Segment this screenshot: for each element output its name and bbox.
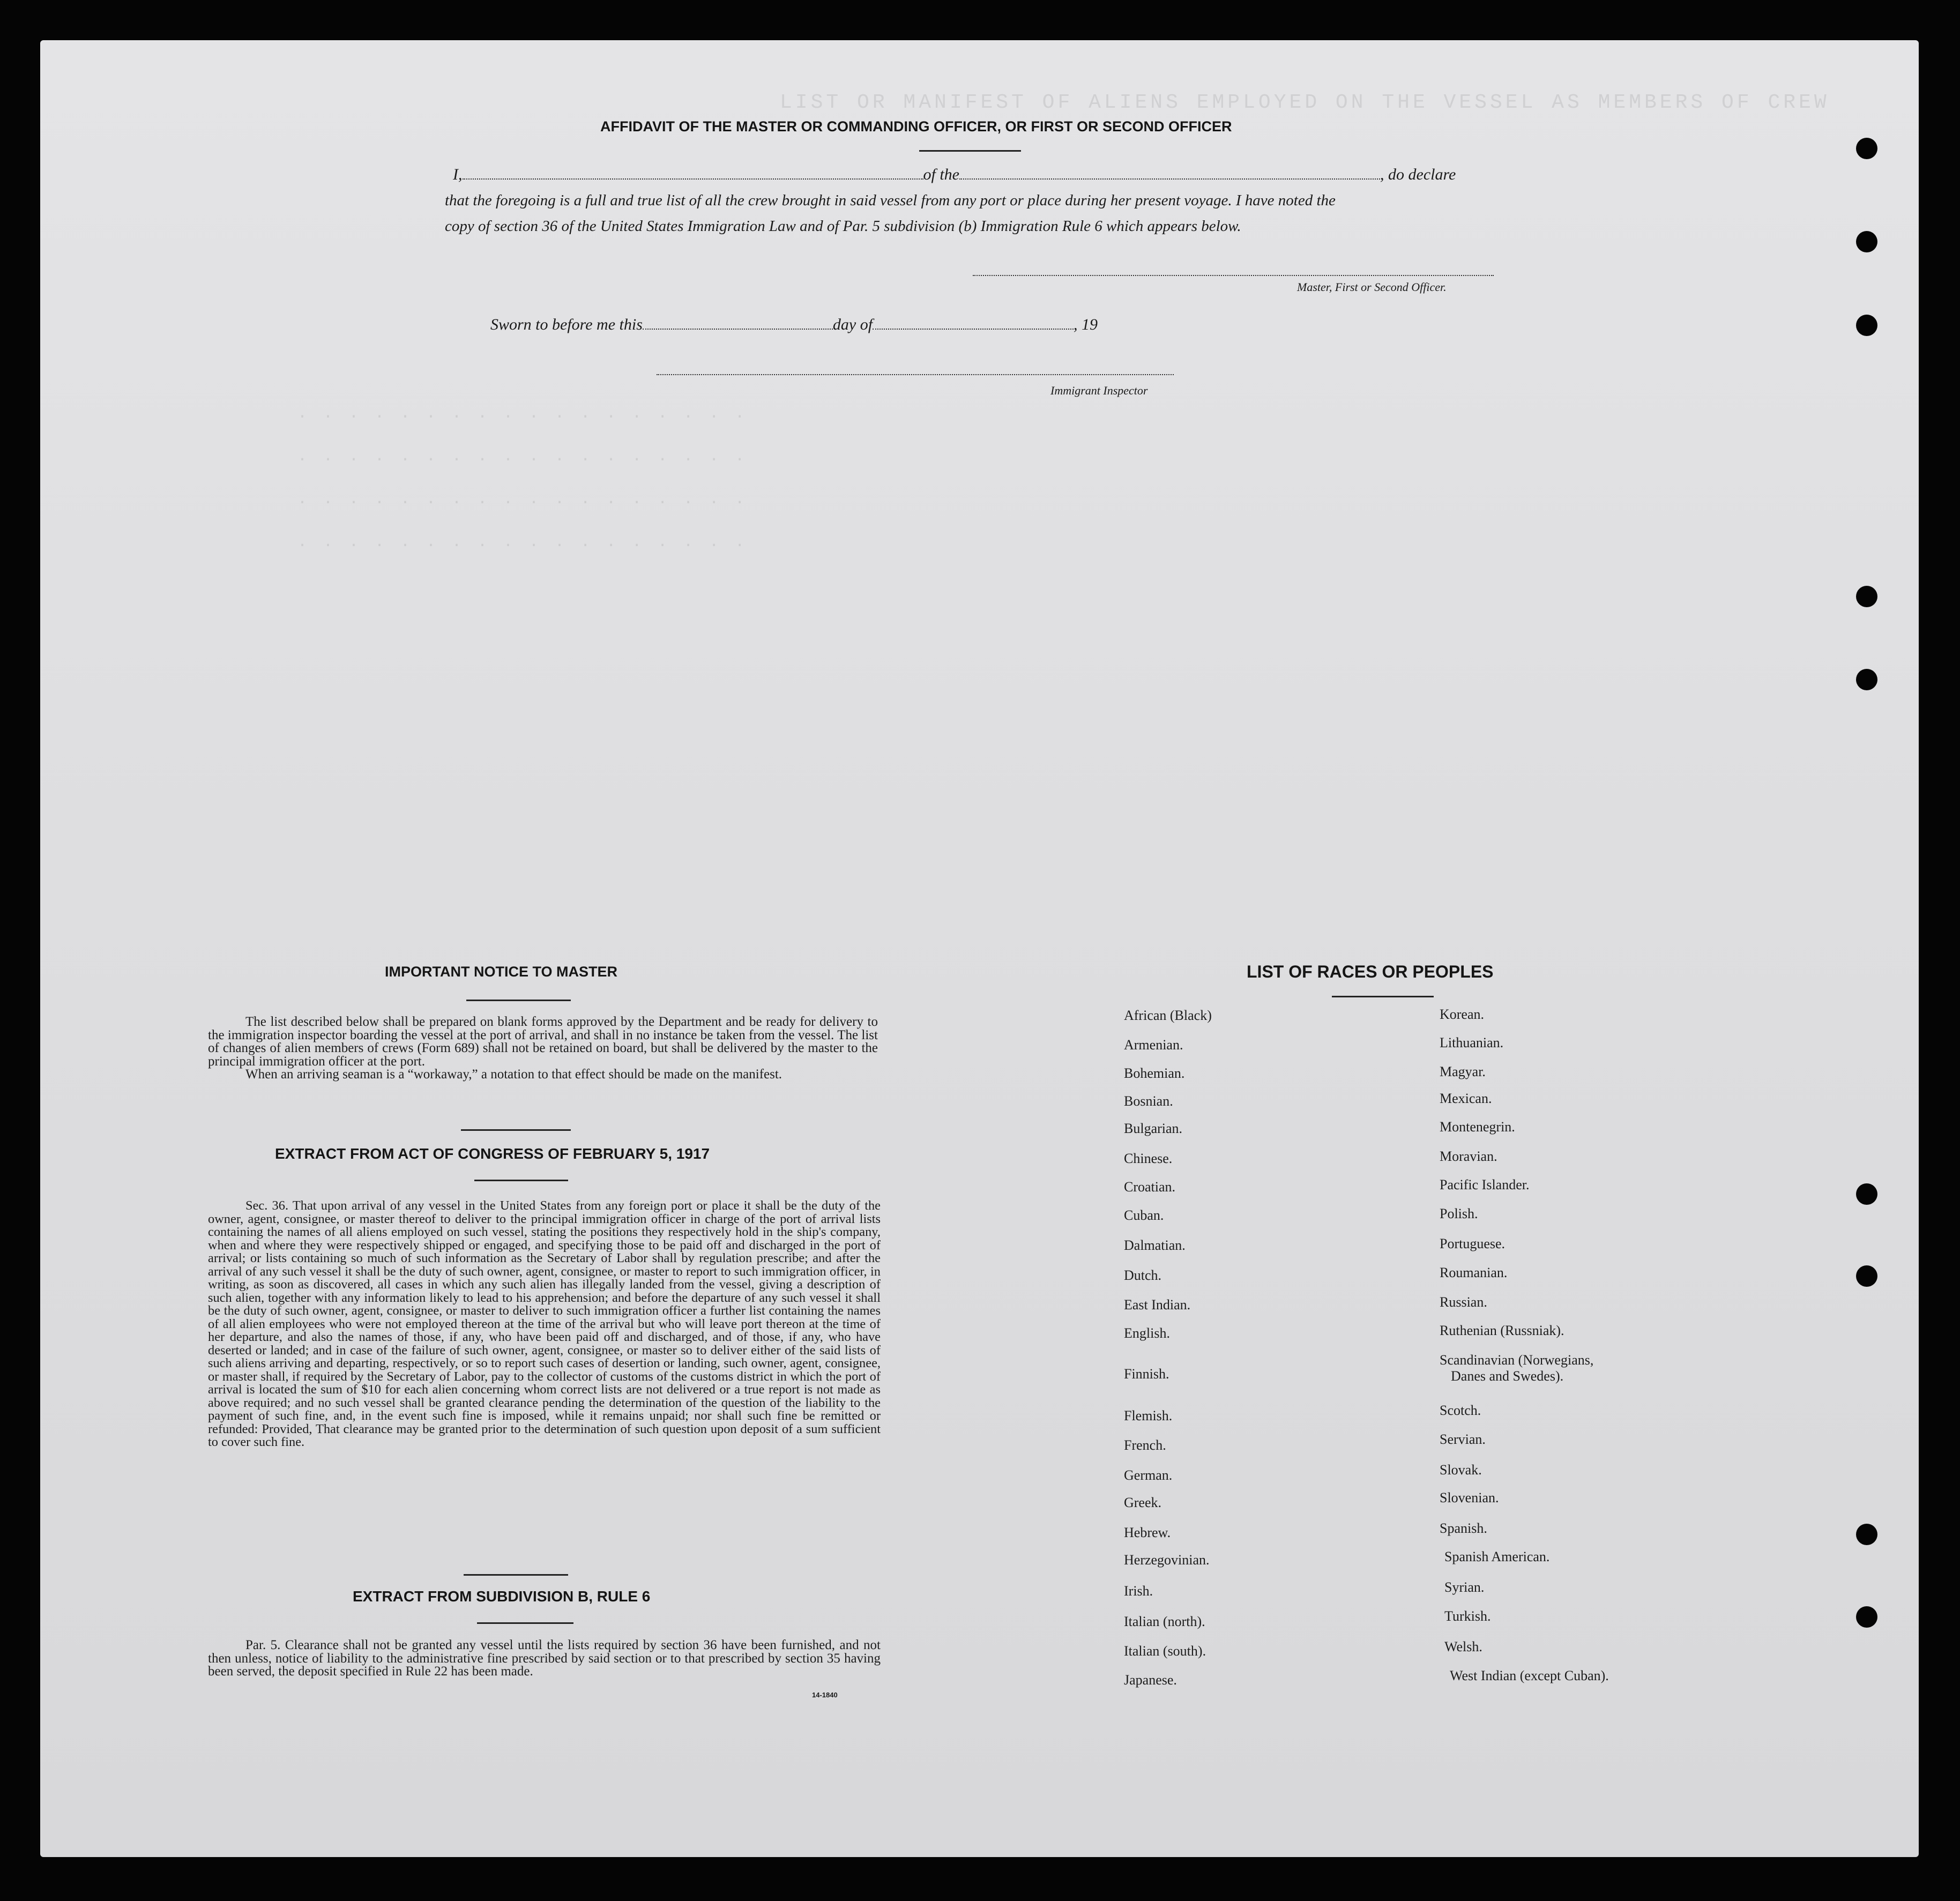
- act-text: [208, 1199, 881, 1449]
- races-title: LIST OF RACES OR PEOPLES: [1247, 962, 1494, 981]
- race-item: Welsh.: [1444, 1639, 1482, 1654]
- punch-hole: [1856, 586, 1877, 607]
- race-item: Turkish.: [1444, 1608, 1491, 1624]
- race-item: Armenian.: [1124, 1037, 1183, 1053]
- race-item: Italian (north).: [1124, 1614, 1205, 1629]
- punch-hole: [1856, 669, 1877, 690]
- notice-separator: [461, 1129, 571, 1131]
- bleed-through: . . . . . . . . . . . . . . . . . .: [297, 448, 748, 466]
- race-item: Montenegrin.: [1440, 1119, 1515, 1135]
- race-item: Spanish.: [1440, 1520, 1487, 1536]
- notice-title: IMPORTANT NOTICE TO MASTER: [385, 964, 617, 980]
- affidavit-i: I,: [453, 166, 463, 183]
- punch-hole: [1856, 315, 1877, 336]
- act-separator: [464, 1574, 568, 1576]
- race-item: Lithuanian.: [1440, 1035, 1504, 1050]
- race-item: French.: [1124, 1437, 1166, 1453]
- sworn-month-field[interactable]: [873, 328, 1074, 330]
- race-item: Spanish American.: [1444, 1549, 1550, 1564]
- race-item: Croatian.: [1124, 1179, 1176, 1195]
- notice-underline: [466, 1000, 571, 1001]
- notice-text: [208, 1016, 878, 1082]
- race-item: Scandinavian (Norwegians,: [1440, 1352, 1594, 1368]
- day-of-text: day of: [832, 316, 873, 333]
- par-5-text: Par. 5. Clearance shall not be granted any vessel until the lists required by section 36 have been furnished, and not then unless, notice of liability to the administrative fine prescribed by said section or to that prescribed by section 35 having been served, the deposit specified in Rule 22 has been made.: [208, 1638, 881, 1679]
- affidavit-title: AFFIDAVIT OF THE MASTER OR COMMANDING OFFICER, OR FIRST OR SECOND OFFICER: [600, 118, 1232, 135]
- race-item: Polish.: [1440, 1206, 1478, 1221]
- race-item: Pacific Islander.: [1440, 1177, 1530, 1192]
- punch-hole: [1856, 231, 1877, 252]
- punch-hole: [1856, 1265, 1877, 1287]
- race-item: Dalmatian.: [1124, 1237, 1186, 1253]
- race-item: Scotch.: [1440, 1403, 1481, 1418]
- sworn-text: Sworn to before me this: [490, 316, 643, 333]
- races-underline: [1332, 996, 1434, 997]
- sworn-day-field[interactable]: [643, 328, 833, 330]
- race-item: Cuban.: [1124, 1207, 1164, 1223]
- affidavit-line-3: copy of section 36 of the United States Immigration Law and of Par. 5 subdivision (b) Immigration Rule 6 which appears below.: [445, 218, 1241, 235]
- title-underline: [919, 150, 1021, 152]
- race-item: African (Black): [1124, 1008, 1212, 1023]
- master-caption: Master, First or Second Officer.: [1297, 280, 1447, 294]
- race-item: Chinese.: [1124, 1151, 1173, 1166]
- rule-title: EXTRACT FROM SUBDIVISION B, RULE 6: [353, 1588, 651, 1605]
- vessel-field[interactable]: [959, 178, 1380, 180]
- bleed-through: . . . . . . . . . . . . . . . . . .: [297, 405, 748, 423]
- punch-hole: [1856, 1524, 1877, 1545]
- race-item: Italian (south).: [1124, 1643, 1206, 1659]
- section-36-text: Sec. 36. That upon arrival of any vessel in the United States from any foreign port or place it shall be the duty of the owner, agent, consignee, or master thereof to deliver to the principal immigration officer in charge of the port of arrival lists containing the names of all aliens employed on such vessel, stating the positions they respectively hold in the ship's company, when and where they were respectively shipped or engaged, and specifying those to be paid off and discharged in the port of arrival; or lists containing so much of such information as the Secretary of Labor shall by regulation prescribe; and after the arrival of any such vessel it shall be the duty of such owner, agent, consignee, or master to report to such immigration officer, in writing, as soon as discovered, all cases in which any such alien has illegally landed from the vessel, giving a description of such alien, together with any information likely to lead to his apprehension; and before the departure of any such vessel it shall be the duty of such owner, agent, consignee, or master to deliver to such immigration officer a further list containing the names of all alien employees who were not employed thereon at the time of the arrival but who will leave port thereon at the time of her departure, and also the names of those, if any, who have been paid off and discharged, and of those, if any, who have deserted or landed; and in case of the failure of such owner, agent, consignee, or master so to deliver either of the said lists of such aliens arriving and departing, respectively, or so to report such cases of desertion or landing, such owner, agent, consignee, or master shall, if required by the Secretary of Labor, pay to the collector of customs of the customs district in which the port of arrival is located the sum of $10 for each alien concerning whom correct lists are not delivered or a true report is not made as above required; and no such vessel shall be granted clearance pending the determination of the question of the liability to the payment of such fine, and, in the event such fine is imposed, while it remains unpaid; nor shall such fine be remitted or refunded: Provided, That clearance may be granted prior to the determination of such question upon deposit of a sum sufficient to cover such fine.: [208, 1198, 881, 1449]
- race-item: English.: [1124, 1325, 1170, 1341]
- year-text: , 19: [1074, 316, 1098, 333]
- race-item: Russian.: [1440, 1294, 1487, 1310]
- affidavit-of-the: of the: [923, 166, 959, 183]
- race-item: Syrian.: [1444, 1579, 1485, 1595]
- race-item: Irish.: [1124, 1583, 1153, 1599]
- rule-text: [208, 1639, 881, 1679]
- bleed-through: . . . . . . . . . . . . . . . . . .: [297, 490, 748, 509]
- punch-hole: [1856, 138, 1877, 159]
- punch-hole: [1856, 1606, 1877, 1628]
- race-item: Greek.: [1124, 1495, 1162, 1510]
- race-item: West Indian (except Cuban).: [1450, 1668, 1609, 1683]
- sworn-line: [490, 316, 1098, 334]
- race-item: Servian.: [1440, 1432, 1486, 1447]
- race-item: Portuguese.: [1440, 1236, 1506, 1251]
- rule-underline: [477, 1622, 573, 1624]
- document-page: [40, 40, 1919, 1857]
- race-item: East Indian.: [1124, 1297, 1191, 1313]
- race-item: Dutch.: [1124, 1268, 1162, 1283]
- race-item: Slovak.: [1440, 1462, 1482, 1478]
- notice-paragraph-2: When an arriving seaman is a “workaway,” a notation to that effect should be made on the manifest.: [245, 1067, 782, 1082]
- race-item: Magyar.: [1440, 1064, 1486, 1079]
- race-item: Danes and Swedes).: [1451, 1368, 1564, 1384]
- affidavit-line-1: [453, 166, 1456, 184]
- act-title: EXTRACT FROM ACT OF CONGRESS OF FEBRUARY 5, 1917: [275, 1145, 710, 1162]
- affidavit-declare: , do declare: [1380, 166, 1456, 183]
- race-item: Japanese.: [1124, 1672, 1177, 1688]
- race-item: Mexican.: [1440, 1091, 1492, 1106]
- race-item: Roumanian.: [1440, 1265, 1508, 1280]
- race-item: Bosnian.: [1124, 1093, 1173, 1109]
- affidavit-line-2: that the foregoing is a full and true list of all the crew brought in said vessel from any port or place during her present voyage. I have noted the: [445, 192, 1336, 209]
- race-item: Ruthenian (Russniak).: [1440, 1323, 1564, 1338]
- race-item: Korean.: [1440, 1007, 1485, 1022]
- race-item: Herzegovinian.: [1124, 1552, 1210, 1568]
- form-number: 14-1840: [812, 1691, 838, 1699]
- name-field[interactable]: [463, 178, 923, 180]
- bleed-through: LIST OR MANIFEST OF ALIENS EMPLOYED ON THE VESSEL AS MEMBERS OF CREW: [780, 91, 1830, 114]
- race-item: Bulgarian.: [1124, 1121, 1183, 1136]
- race-item: Flemish.: [1124, 1408, 1173, 1423]
- race-item: Bohemian.: [1124, 1065, 1185, 1081]
- race-item: German.: [1124, 1467, 1173, 1483]
- race-item: Moravian.: [1440, 1149, 1497, 1164]
- race-item: Slovenian.: [1440, 1490, 1499, 1505]
- race-item: Finnish.: [1124, 1366, 1169, 1382]
- inspector-signature-line[interactable]: [657, 374, 1174, 375]
- notice-paragraph-1: The list described below shall be prepared on blank forms approved by the Department and be ready for delivery to the immigration inspector boarding the vessel at the port of arrival, and shall in no instance be taken from the vessel. The list of changes of alien members of crews (Form 689) shall not be retained on board, but shall be delivered by the master to the principal immigration officer at the port.: [208, 1015, 878, 1069]
- inspector-caption: Immigrant Inspector: [1050, 384, 1148, 397]
- bleed-through: . . . . . . . . . . . . . . . . . .: [297, 533, 748, 551]
- master-signature-line[interactable]: [973, 275, 1494, 276]
- act-underline: [474, 1180, 568, 1181]
- punch-hole: [1856, 1183, 1877, 1205]
- race-item: Hebrew.: [1124, 1525, 1171, 1540]
